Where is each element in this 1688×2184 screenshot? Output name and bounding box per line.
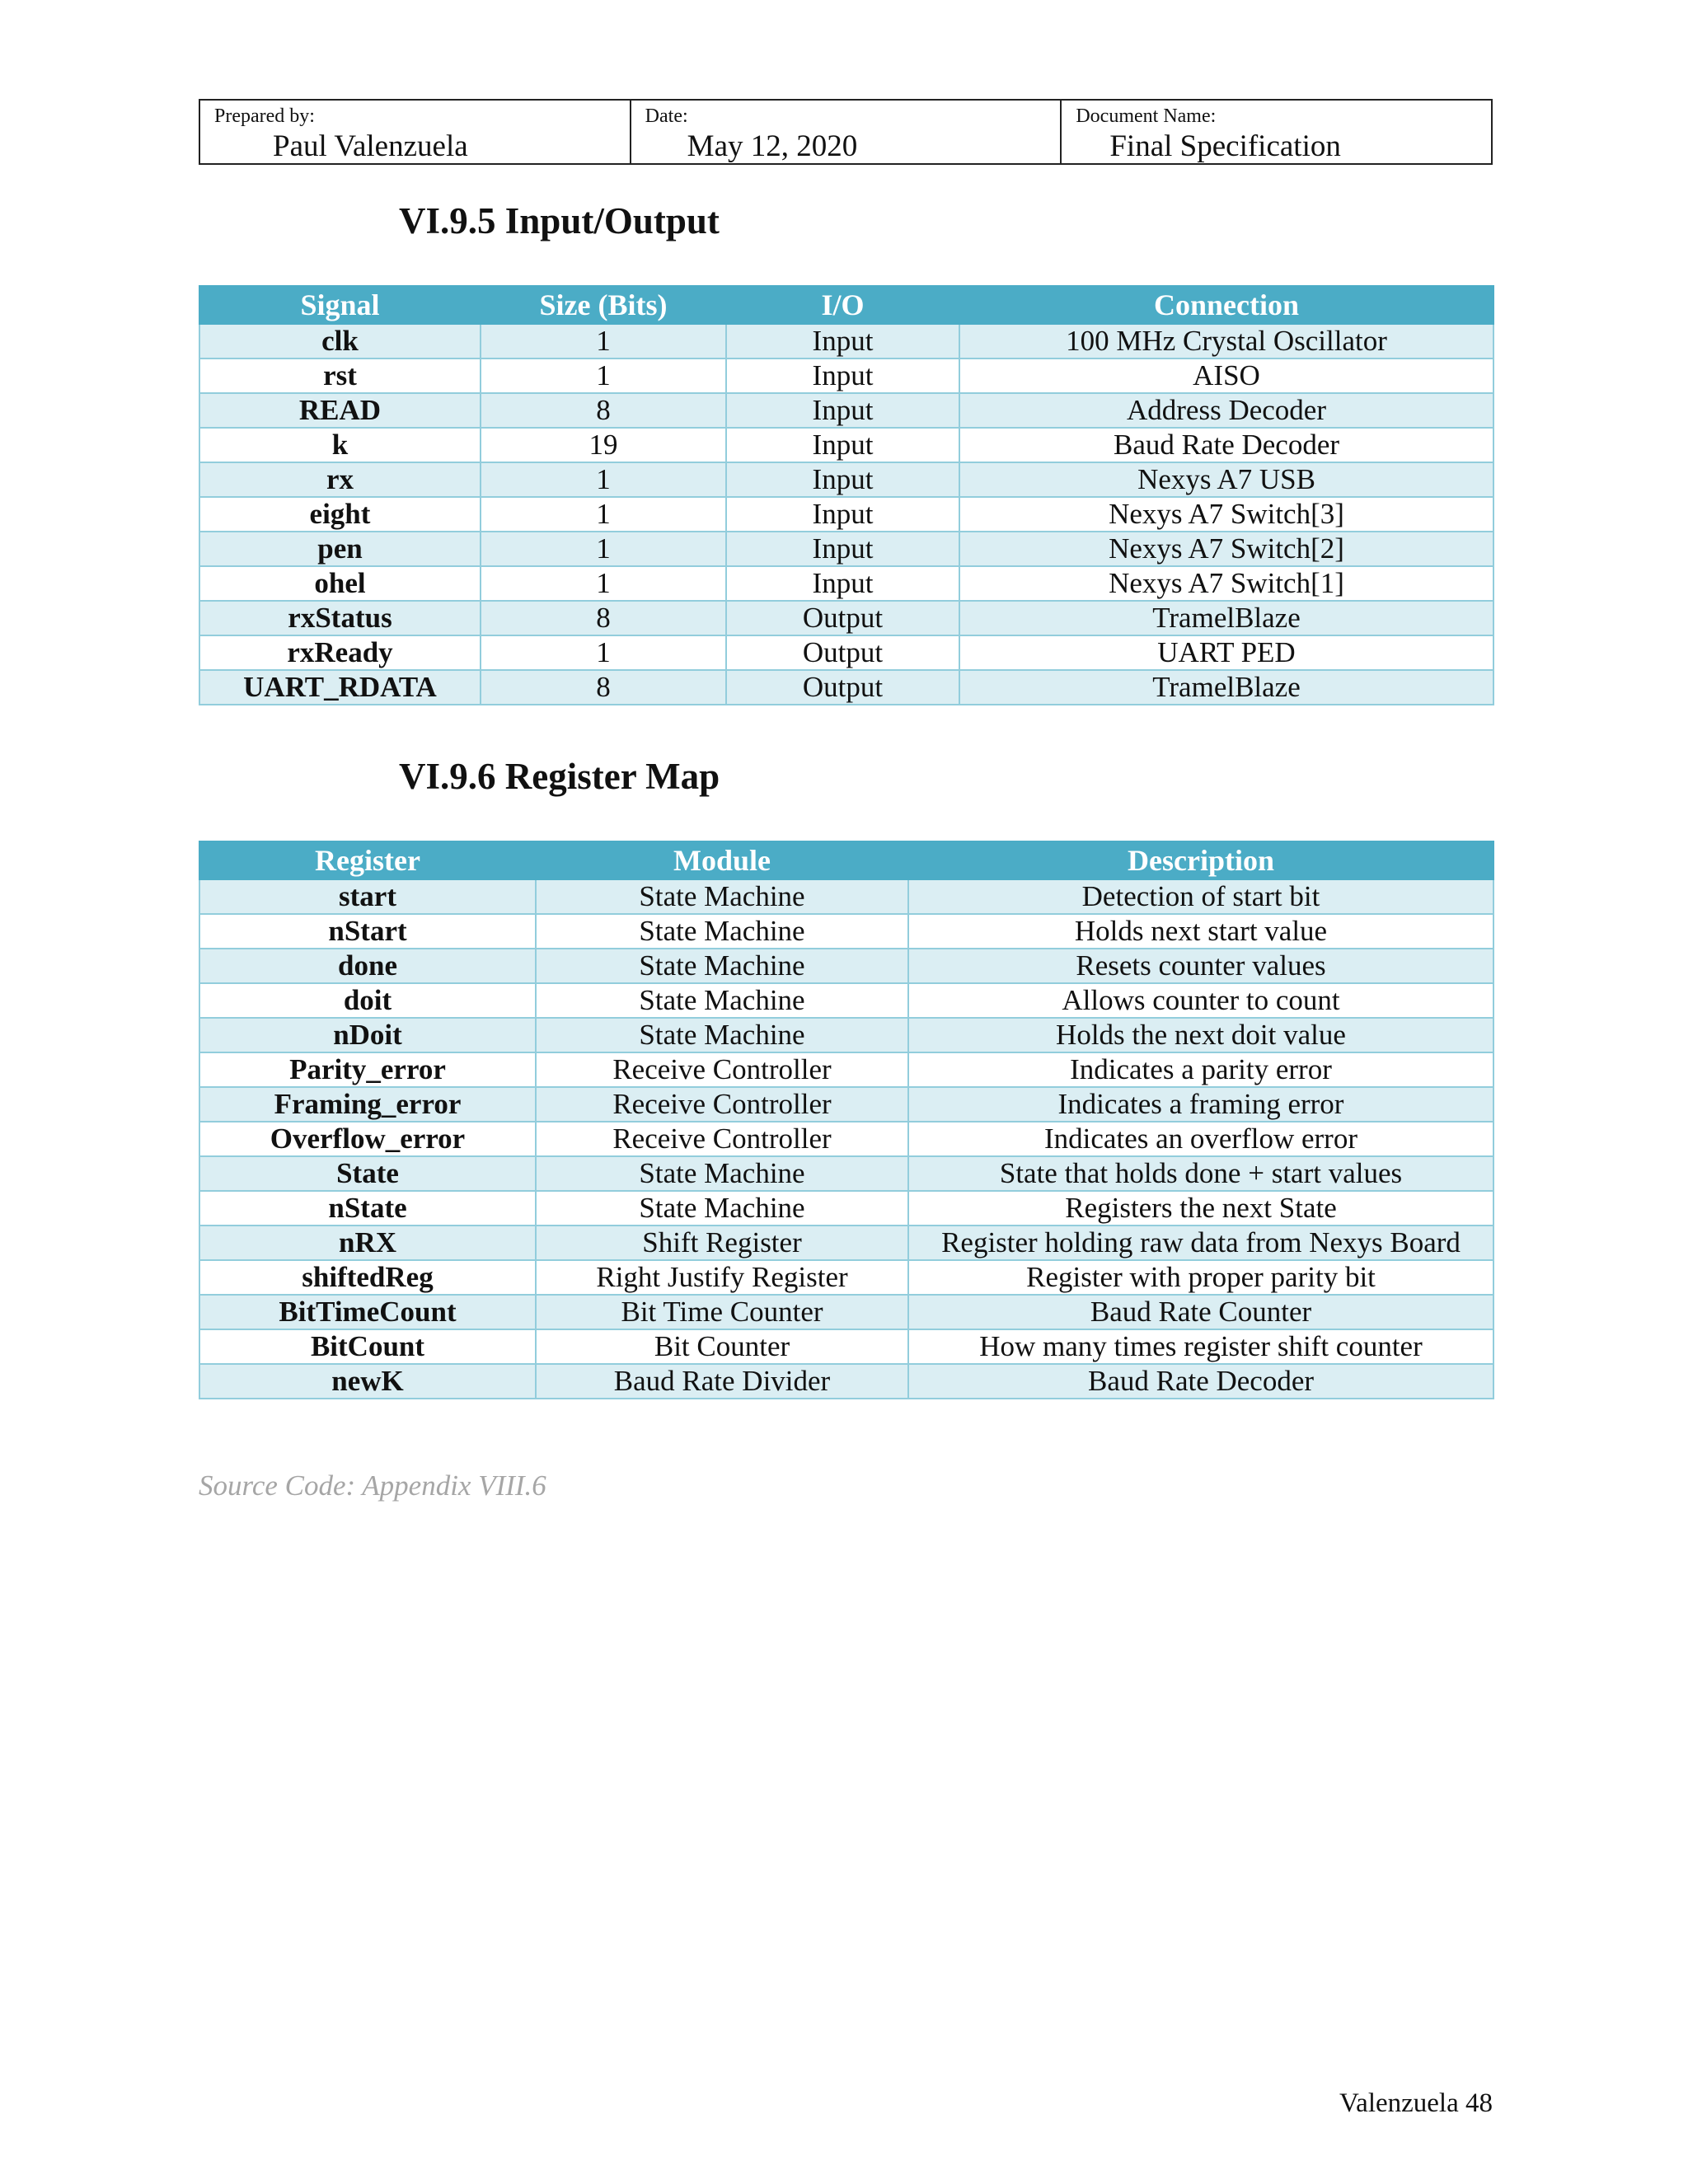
io-table-row (199, 428, 1493, 462)
prepared-by-cell (200, 101, 631, 163)
register-table-row (199, 983, 1493, 1018)
date-value: May 12, 2020 (687, 129, 858, 163)
io-table-row (199, 601, 1493, 635)
io-table-row-cell: rx (199, 462, 481, 497)
register-table-row (199, 1191, 1493, 1226)
io-table (199, 285, 1494, 705)
io-table-row-cell: Input (726, 462, 959, 497)
register-table-row-cell: State Machine (536, 949, 908, 983)
io-table-row-cell: 100 MHz Crystal Oscillator (959, 324, 1493, 359)
register-table-row-cell: State Machine (536, 1018, 908, 1052)
register-table-row-cell: nDoit (199, 1018, 536, 1052)
io-table-row-cell: 8 (481, 393, 726, 428)
io-table-row (199, 532, 1493, 566)
register-table-row-cell: Shift Register (536, 1226, 908, 1260)
register-table-row-cell: Registers the next State (908, 1191, 1493, 1226)
io-table-row-cell: Input (726, 393, 959, 428)
register-table-row-cell: How many times register shift counter (908, 1329, 1493, 1364)
io-table-header-row (199, 286, 1493, 324)
io-table-row (199, 393, 1493, 428)
register-table-row (199, 1156, 1493, 1191)
register-table-row-cell: start (199, 879, 536, 914)
io-table-row-cell: Input (726, 324, 959, 359)
register-table-row-cell: shiftedReg (199, 1260, 536, 1295)
register-table-row-cell: Baud Rate Divider (536, 1364, 908, 1399)
io-table-row-cell: rxStatus (199, 601, 481, 635)
date-label: Date: (645, 105, 688, 127)
register-table-row-cell: Receive Controller (536, 1122, 908, 1156)
register-table-row (199, 1295, 1493, 1329)
register-table-row-cell: nStart (199, 914, 536, 949)
io-table-row-cell: Output (726, 601, 959, 635)
io-table-row-cell: Input (726, 428, 959, 462)
io-table-row-cell: Input (726, 359, 959, 393)
io-table-row-cell: 8 (481, 670, 726, 705)
register-table-row-cell: State Machine (536, 914, 908, 949)
io-table-row-cell: 1 (481, 324, 726, 359)
register-table-row-cell: doit (199, 983, 536, 1018)
page-footer: Valenzuela 48 (1339, 2088, 1493, 2118)
register-table-row-cell: State Machine (536, 1191, 908, 1226)
register-column-header: Description (908, 841, 1493, 879)
register-table-row-cell: BitTimeCount (199, 1295, 536, 1329)
register-table-row-cell: State Machine (536, 983, 908, 1018)
io-table-row-cell: clk (199, 324, 481, 359)
io-column-header: Signal (199, 286, 481, 324)
register-table-row-cell: State Machine (536, 879, 908, 914)
io-table-body (199, 324, 1493, 705)
io-table-row-cell: TramelBlaze (959, 670, 1493, 705)
io-table-row-cell: 1 (481, 566, 726, 601)
io-table-row-cell: TramelBlaze (959, 601, 1493, 635)
io-table-row-cell: eight (199, 497, 481, 532)
register-table-row-cell: State that holds done + start values (908, 1156, 1493, 1191)
io-table-row-cell: Input (726, 497, 959, 532)
io-table-row-cell: READ (199, 393, 481, 428)
io-table-row-cell: rxReady (199, 635, 481, 670)
document-name-label: Document Name: (1076, 105, 1217, 127)
register-table-row-cell: Indicates an overflow error (908, 1122, 1493, 1156)
register-table-row-cell: Bit Counter (536, 1329, 908, 1364)
register-table-row-cell: Register holding raw data from Nexys Board (908, 1226, 1493, 1260)
io-table-row-cell: ohel (199, 566, 481, 601)
register-table-row-cell: BitCount (199, 1329, 536, 1364)
register-table-row-cell: Parity_error (199, 1052, 536, 1087)
register-table-row-cell: Bit Time Counter (536, 1295, 908, 1329)
register-table-row (199, 879, 1493, 914)
io-table-row-cell: k (199, 428, 481, 462)
register-table-row (199, 1122, 1493, 1156)
register-table-row (199, 1226, 1493, 1260)
register-table-row-cell: Holds the next doit value (908, 1018, 1493, 1052)
register-table-row-cell: Receive Controller (536, 1087, 908, 1122)
register-table-row-cell: Overflow_error (199, 1122, 536, 1156)
register-table-header-row (199, 841, 1493, 879)
register-section-heading: VI.9.6 Register Map (399, 756, 720, 797)
register-table-row-cell: nState (199, 1191, 536, 1226)
register-column-header: Module (536, 841, 908, 879)
register-table-row-cell: Indicates a framing error (908, 1087, 1493, 1122)
io-table-row-cell: Nexys A7 Switch[3] (959, 497, 1493, 532)
register-table-row-cell: Allows counter to count (908, 983, 1493, 1018)
register-table-row-cell: Register with proper parity bit (908, 1260, 1493, 1295)
io-table-row-cell: Nexys A7 Switch[2] (959, 532, 1493, 566)
prepared-by-label: Prepared by: (214, 105, 315, 127)
register-table-row-cell: Baud Rate Decoder (908, 1364, 1493, 1399)
register-table-body (199, 879, 1493, 1399)
io-table-row (199, 359, 1493, 393)
io-section-heading: VI.9.5 Input/Output (399, 200, 720, 241)
document-name-cell (1062, 101, 1491, 163)
register-table-row-cell: Indicates a parity error (908, 1052, 1493, 1087)
io-table-row (199, 324, 1493, 359)
io-table-row-cell: Input (726, 532, 959, 566)
register-table-row-cell: Holds next start value (908, 914, 1493, 949)
io-table-row-cell: Nexys A7 USB (959, 462, 1493, 497)
io-table-row (199, 635, 1493, 670)
register-table-row (199, 1329, 1493, 1364)
date-cell (631, 101, 1062, 163)
register-table-row (199, 1052, 1493, 1087)
io-table-row-cell: 19 (481, 428, 726, 462)
register-table-row-cell: State (199, 1156, 536, 1191)
io-table-row-cell: 8 (481, 601, 726, 635)
prepared-by-value: Paul Valenzuela (273, 129, 468, 163)
io-table-row-cell: 1 (481, 359, 726, 393)
register-table-row (199, 1018, 1493, 1052)
io-column-header: Connection (959, 286, 1493, 324)
io-table-row (199, 462, 1493, 497)
register-table-row-cell: done (199, 949, 536, 983)
io-table-row (199, 497, 1493, 532)
io-table-row-cell: Address Decoder (959, 393, 1493, 428)
register-table-row (199, 914, 1493, 949)
register-table-row-cell: Receive Controller (536, 1052, 908, 1087)
register-table-row-cell: newK (199, 1364, 536, 1399)
register-table-row-cell: State Machine (536, 1156, 908, 1191)
io-table-row-cell: Nexys A7 Switch[1] (959, 566, 1493, 601)
register-table-row-cell: Detection of start bit (908, 879, 1493, 914)
io-table-row-cell: 1 (481, 497, 726, 532)
register-table-row (199, 1087, 1493, 1122)
io-table-row-cell: 1 (481, 532, 726, 566)
register-column-header: Register (199, 841, 536, 879)
io-table-row (199, 670, 1493, 705)
io-table-row-cell: 1 (481, 462, 726, 497)
io-table-row-cell: Output (726, 635, 959, 670)
io-table-row-cell: AISO (959, 359, 1493, 393)
register-table (199, 841, 1494, 1399)
register-table-row (199, 1260, 1493, 1295)
register-table-row-cell: nRX (199, 1226, 536, 1260)
register-table-row-cell: Right Justify Register (536, 1260, 908, 1295)
io-table-row (199, 566, 1493, 601)
io-table-row-cell: UART PED (959, 635, 1493, 670)
io-column-header: Size (Bits) (481, 286, 726, 324)
io-table-row-cell: pen (199, 532, 481, 566)
document-name-value: Final Specification (1109, 129, 1341, 163)
io-table-row-cell: 1 (481, 635, 726, 670)
io-table-row-cell: rst (199, 359, 481, 393)
io-table-row-cell: UART_RDATA (199, 670, 481, 705)
document-header (199, 99, 1493, 165)
register-table-row (199, 949, 1493, 983)
register-table-row (199, 1364, 1493, 1399)
source-code-note: Source Code: Appendix VIII.6 (199, 1469, 546, 1502)
register-table-row-cell: Resets counter values (908, 949, 1493, 983)
register-table-row-cell: Baud Rate Counter (908, 1295, 1493, 1329)
io-table-row-cell: Baud Rate Decoder (959, 428, 1493, 462)
io-table-row-cell: Input (726, 566, 959, 601)
io-column-header: I/O (726, 286, 959, 324)
io-table-row-cell: Output (726, 670, 959, 705)
register-table-row-cell: Framing_error (199, 1087, 536, 1122)
